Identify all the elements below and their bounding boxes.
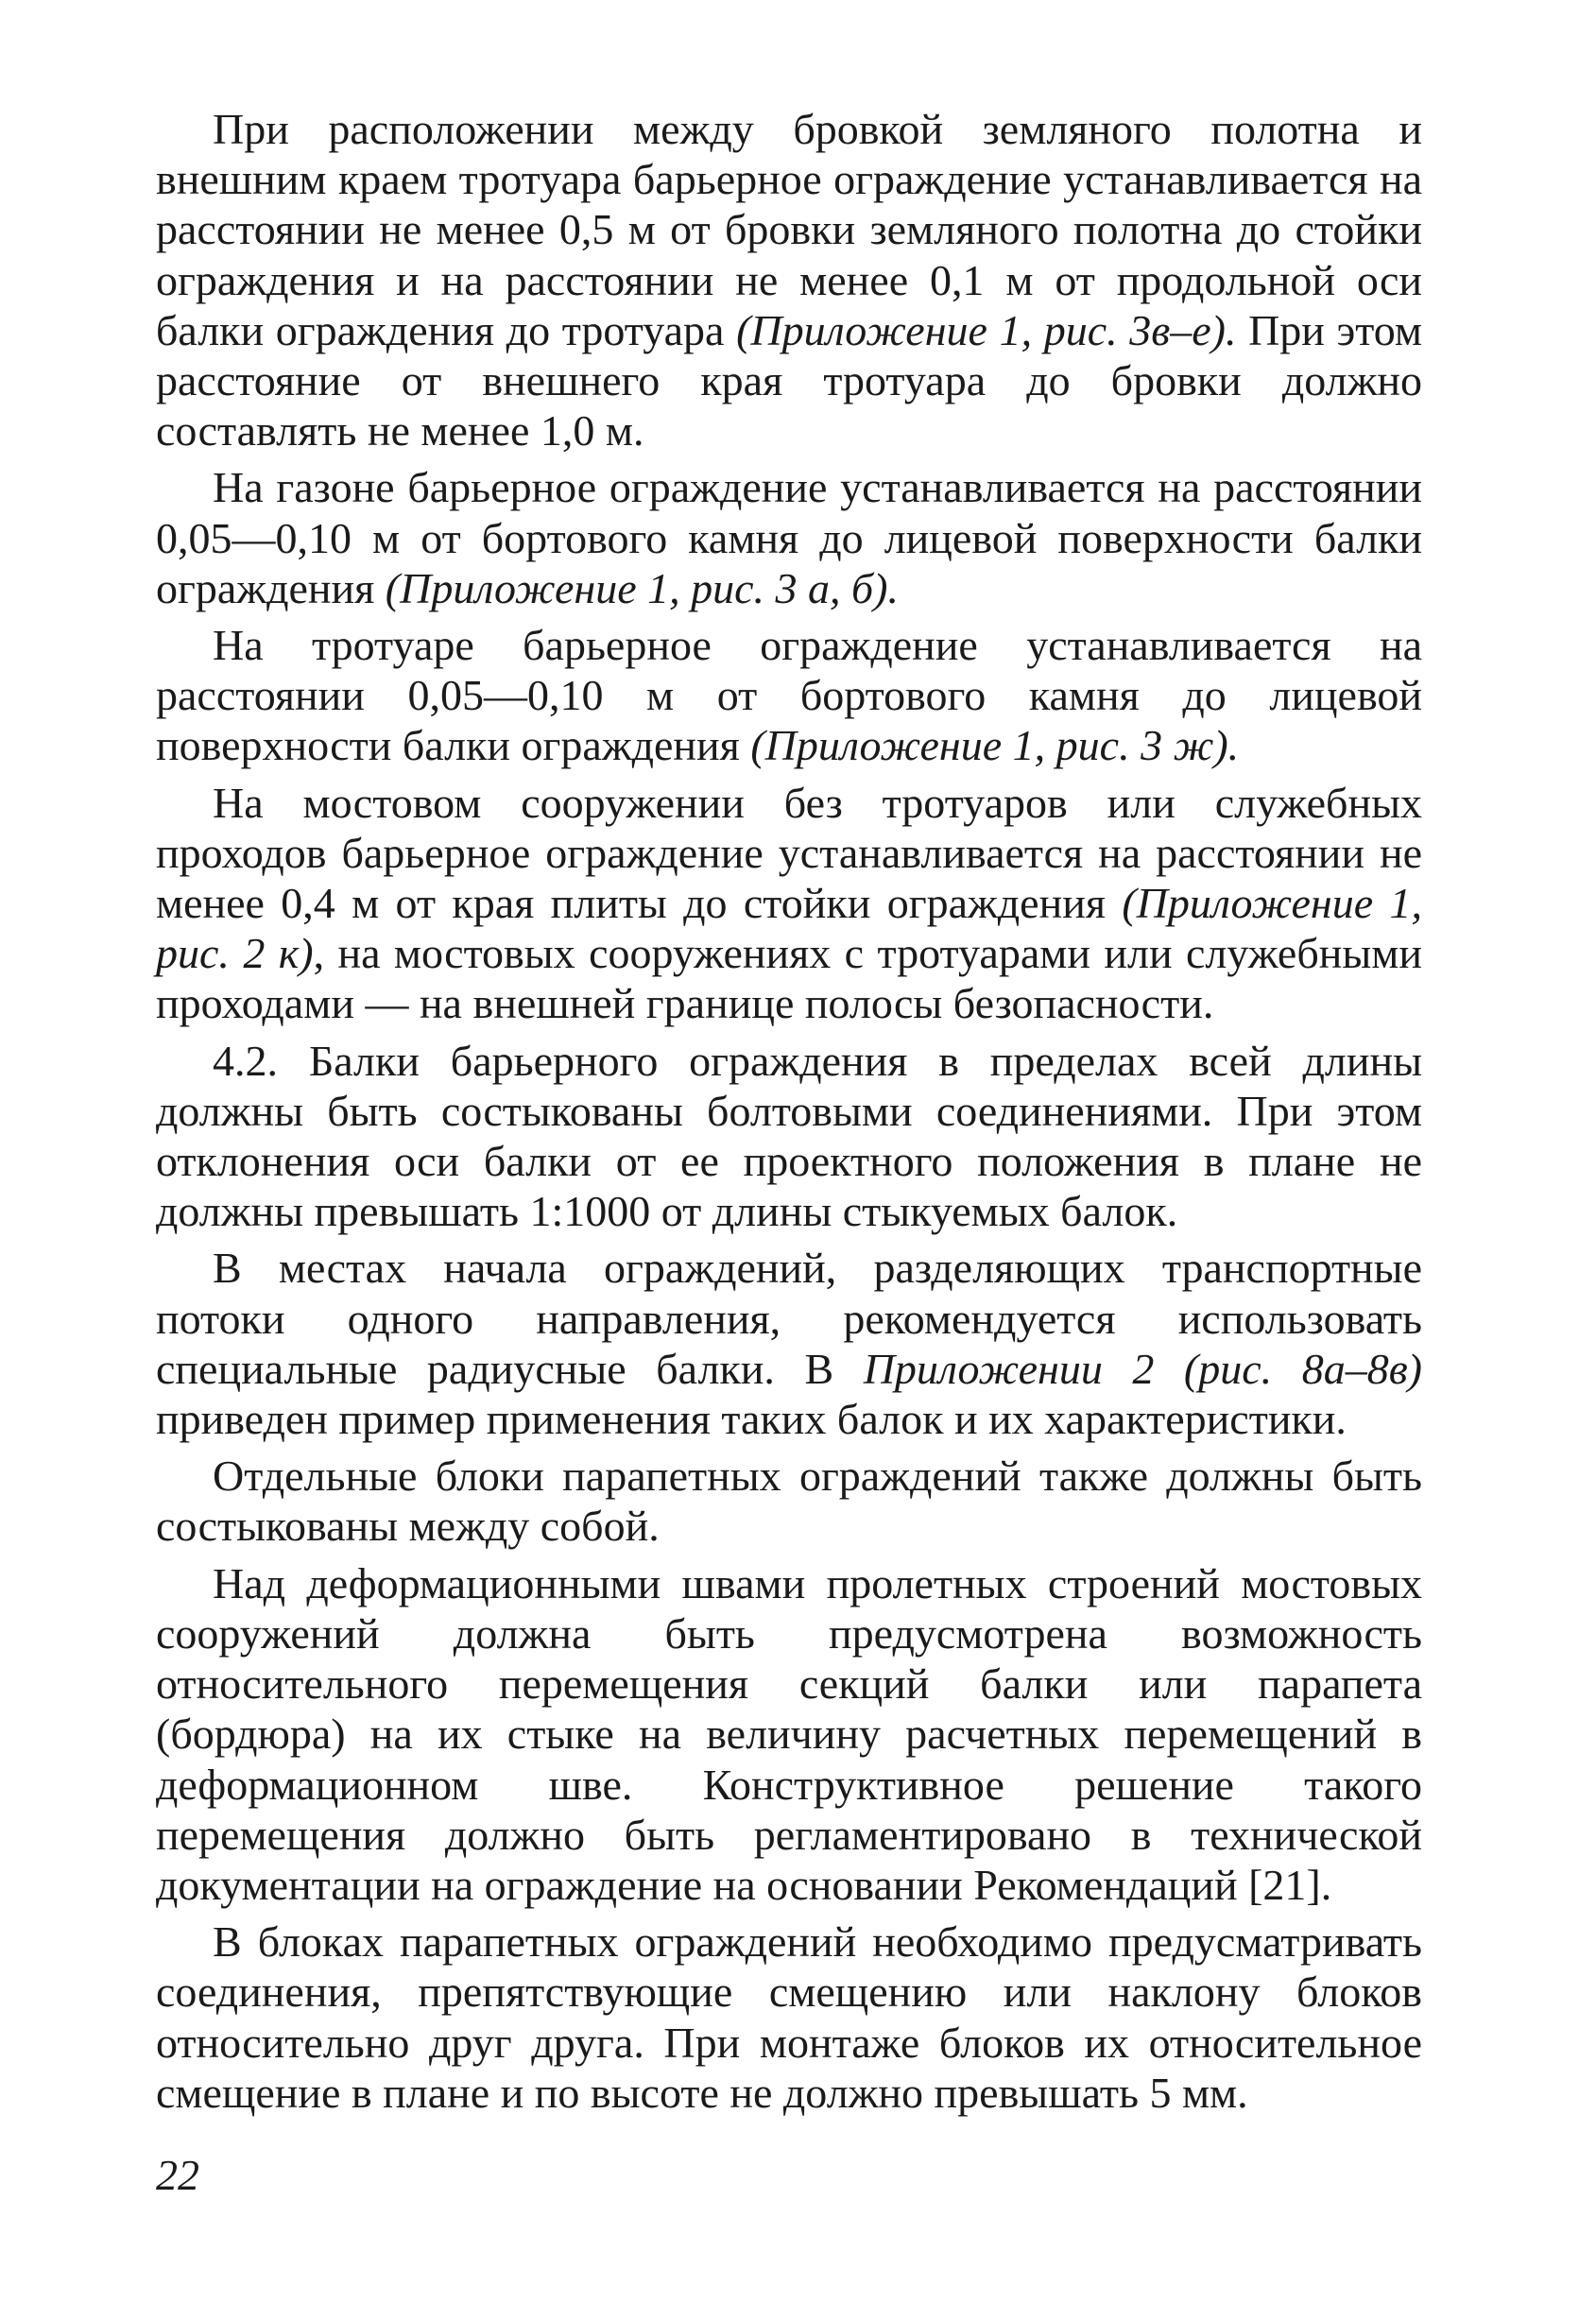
- paragraph-7: [156, 1451, 1422, 1551]
- paragraph-4-text: На мостовом сооружении без тротуаров или служебных проходов барьерное ограждение устанавливается на расстоянии не менее 0,4 м от края плиты до стойки ограждения: [156, 778, 1422, 928]
- paragraph-7-text: Отдельные блоки парапетных ограждений также должны быть состыкованы между собой.: [156, 1452, 1422, 1551]
- paragraph-1-reference: (Приложение 1, рис. 3в–е).: [736, 305, 1237, 354]
- paragraph-3-reference: (Приложение 1, рис. 3 ж).: [750, 721, 1240, 770]
- paragraph-4-reference: (Приложение 1, рис. 2 к): [156, 879, 1422, 978]
- paragraph-4: [156, 778, 1422, 1029]
- paragraph-6: [156, 1243, 1422, 1444]
- paragraph-4-text-cont: , на мостовых сооружениях с тротуарами или служебными проходами — на внешней границе полосы безопасности.: [156, 929, 1422, 1028]
- paragraph-6-text-cont: приведен пример применения таких балок и их характеристики.: [156, 1395, 1347, 1444]
- paragraph-3: [156, 620, 1422, 771]
- paragraph-2: [156, 462, 1422, 613]
- paragraph-9-text: В блоках парапетных ограждений необходимо предусматривать соединения, препятствующие смещению или наклону блоков относительно друг друга. При монтаже блоков их относительное смещение в плане и по высоте не должно превышать 5 мм.: [156, 1917, 1422, 2117]
- paragraph-1-text: При расположении между бровкой земляного полотна и внешним краем тротуара барьерное ограждение устанавливается на расстоянии не менее 0,5 м от бровки земляного полотна до стойки ограждения и на расстоянии не менее 0,1 м от продольной оси балки ограждения до тротуара: [156, 105, 1422, 354]
- paragraph-8-text: Над деформационными швами пролетных строений мостовых сооружений должна быть предусмотрена возможность относительного перемещения секций балки или парапета (бордюра) на их стыке на величину расчетных перемещений в деформационном шве. Конструктивное решение такого перемещения должно быть регламентировано в технической документации на ограждение на основании Рекомендаций [21].: [156, 1558, 1422, 1909]
- paragraph-8: [156, 1558, 1422, 1910]
- paragraph-3-text: На тротуаре барьерное ограждение устанавливается на расстоянии 0,05—0,10 м от бортового камня до лицевой поверхности балки ограждения: [156, 621, 1422, 770]
- paragraph-6-text: В местах начала ограждений, разделяющих транспортные потоки одного направления, рекомендуется использовать специальные радиусные балки. В: [156, 1244, 1422, 1393]
- paragraph-9: [156, 1916, 1422, 2118]
- paragraph-2-text: На газоне барьерное ограждение устанавливается на расстоянии 0,05—0,10 м от бортового камня до лицевой поверхности балки ограждения: [156, 463, 1422, 612]
- paragraph-6-reference: Приложении 2 (рис. 8а–8в): [863, 1344, 1422, 1393]
- paragraph-5-text: 4.2. Балки барьерного ограждения в пределах всей длины должны быть состыкованы болтовыми соединениями. При этом отклонения оси балки от ее проектного положения в плане не должны превышать 1:1000 от длины стыкуемых балок.: [156, 1036, 1422, 1236]
- paragraph-5: [156, 1036, 1422, 1237]
- paragraph-1-text-cont: При этом расстояние от внешнего края тротуара до бровки должно составлять не менее 1,0 м.: [156, 305, 1423, 455]
- paragraph-2-reference: (Приложение 1, рис. 3 а, б).: [385, 563, 899, 612]
- page-body: [156, 104, 1422, 2124]
- paragraph-1: [156, 104, 1422, 455]
- page-number: 22: [156, 2151, 199, 2199]
